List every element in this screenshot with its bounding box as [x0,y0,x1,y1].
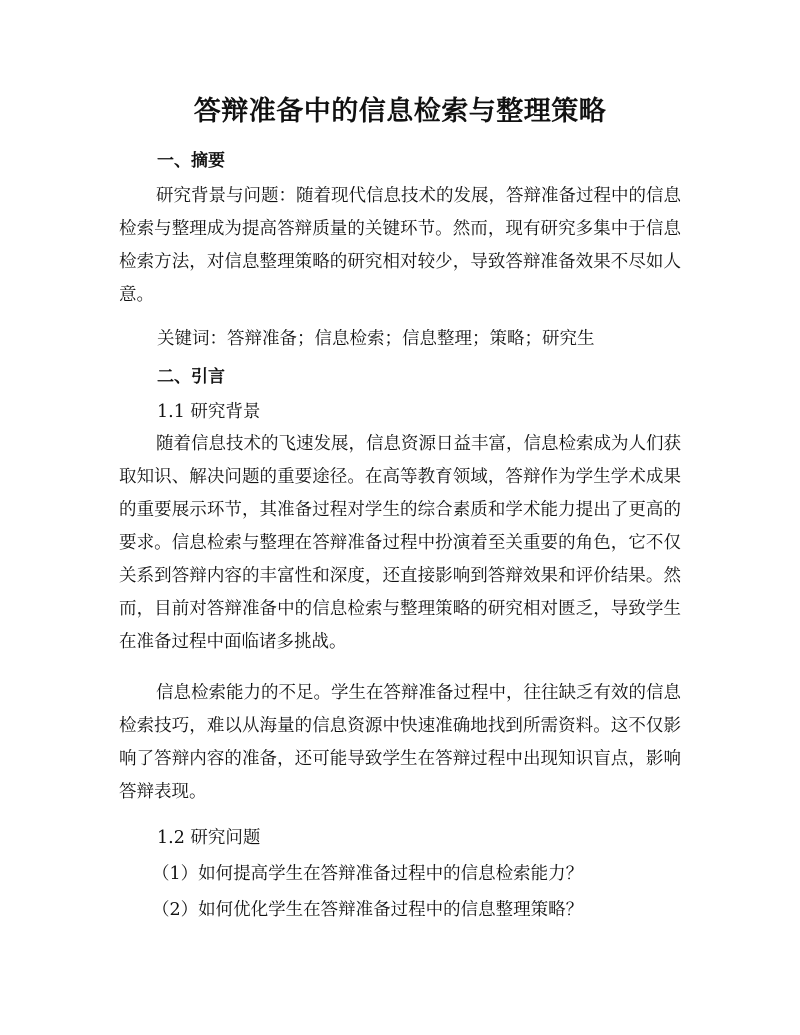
abstract-paragraph: 研究背景与问题：随着现代信息技术的发展，答辩准备过程中的信息检索与整理成为提高答辩质量的关键环节。然而，现有研究多集中于信息检索方法，对信息整理策略的研究相对较少，导致答辩准备效果不尽如人意。 [119,186,681,305]
introduction-heading: 二、引言 [157,367,225,387]
research-question-2: （2）如何优化学生在答辩准备过程中的信息整理策略？ [152,900,584,920]
research-background-paragraph: 随着信息技术的飞速发展，信息资源日益丰富，信息检索成为人们获取知识、解决问题的重要途径。在高等教育领域，答辩作为学生学术成果的重要展示环节，其准备过程对学生的综合素质和学术能力提出了更高的要求。信息检索与整理在答辩准备过程中扮演着至关重要的角色，它不仅关系到答辩内容的丰富性和深度，还直接影响到答辩效果和评价结果。然而，目前对答辩准备中的信息检索与整理策略的研究相对匮乏，导致学生在准备过程中面临诸多挑战。 [119,434,681,652]
research-background-heading: 1.1 研究背景 [157,402,261,422]
abstract-heading: 一、摘要 [157,151,225,171]
research-question-1: （1）如何提高学生在答辩准备过程中的信息检索能力？ [152,864,584,884]
keywords-line: 关键词：答辩准备；信息检索；信息整理；策略；研究生 [157,329,595,349]
document-title: 答辩准备中的信息检索与整理策略 [193,96,607,127]
research-questions-heading: 1.2 研究问题 [157,828,261,848]
retrieval-ability-paragraph: 信息检索能力的不足。学生在答辩准备过程中，往往缺乏有效的信息检索技巧，难以从海量的信息资源中快速准确地找到所需资料。这不仅影响了答辩内容的准备，还可能导致学生在答辩过程中出现知识盲点，影响答辩表现。 [119,683,681,802]
